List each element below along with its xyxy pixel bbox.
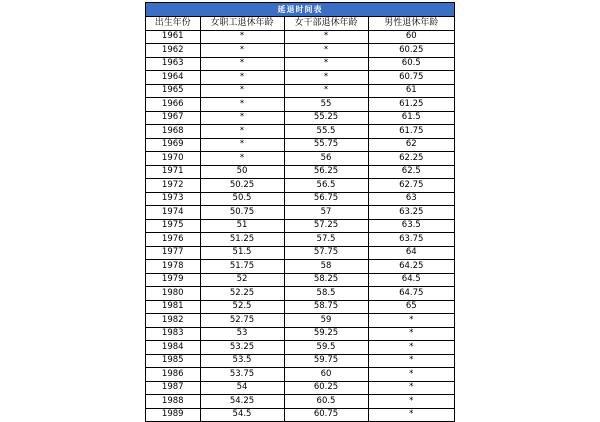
table-row (146, 111, 454, 125)
male-age-cell: * (368, 354, 454, 368)
female-worker-age-cell: 51 (200, 219, 284, 233)
table-row (146, 381, 454, 395)
female-worker-age-cell: * (200, 152, 284, 166)
female-cadre-age-cell: 56 (284, 152, 368, 166)
female-worker-age-cell: 50 (200, 165, 284, 179)
birth-year-cell: 1982 (146, 314, 200, 328)
table-row (146, 300, 454, 314)
table-row (146, 260, 454, 274)
birth-year-cell: 1962 (146, 44, 200, 58)
table-row (146, 71, 454, 85)
table-row (146, 165, 454, 179)
male-age-cell: 63 (368, 192, 454, 206)
female-cadre-age-cell: 59.25 (284, 327, 368, 341)
birth-year-cell: 1972 (146, 179, 200, 193)
female-cadre-age-cell: * (284, 57, 368, 71)
table-row (146, 233, 454, 247)
birth-year-cell: 1983 (146, 327, 200, 341)
female-cadre-age-cell: 56.75 (284, 192, 368, 206)
birth-year-cell: 1979 (146, 273, 200, 287)
male-age-cell: 64 (368, 246, 454, 260)
female-cadre-age-cell: 60.25 (284, 381, 368, 395)
birth-year-cell: 1989 (146, 408, 200, 421)
birth-year-cell: 1965 (146, 84, 200, 98)
table-row (146, 408, 454, 421)
female-cadre-age-cell: 58.5 (284, 287, 368, 301)
female-worker-age-cell: * (200, 44, 284, 58)
male-age-cell: 64.75 (368, 287, 454, 301)
male-age-cell: 62.5 (368, 165, 454, 179)
male-age-cell: 61.25 (368, 98, 454, 112)
female-worker-age-cell: 50.25 (200, 179, 284, 193)
header-birth-year: 出生年份 (146, 17, 200, 30)
birth-year-cell: 1970 (146, 152, 200, 166)
birth-year-cell: 1975 (146, 219, 200, 233)
female-worker-age-cell: 53 (200, 327, 284, 341)
male-age-cell: 60.25 (368, 44, 454, 58)
table-row (146, 246, 454, 260)
birth-year-cell: 1968 (146, 125, 200, 139)
male-age-cell: 62.75 (368, 179, 454, 193)
female-worker-age-cell: 53.25 (200, 341, 284, 355)
female-cadre-age-cell: 55.5 (284, 125, 368, 139)
male-age-cell: 64.5 (368, 273, 454, 287)
birth-year-cell: 1988 (146, 395, 200, 409)
female-cadre-age-cell: 57.25 (284, 219, 368, 233)
female-worker-age-cell: 50.5 (200, 192, 284, 206)
table-row (146, 98, 454, 112)
birth-year-cell: 1981 (146, 300, 200, 314)
female-cadre-age-cell: 58 (284, 260, 368, 274)
birth-year-cell: 1978 (146, 260, 200, 274)
table-row (146, 44, 454, 58)
female-worker-age-cell: 52 (200, 273, 284, 287)
female-worker-age-cell: 52.5 (200, 300, 284, 314)
birth-year-cell: 1976 (146, 233, 200, 247)
male-age-cell: 63.75 (368, 233, 454, 247)
birth-year-cell: 1966 (146, 98, 200, 112)
female-worker-age-cell: * (200, 71, 284, 85)
female-worker-age-cell: 53.5 (200, 354, 284, 368)
male-age-cell: * (368, 408, 454, 421)
table-row (146, 395, 454, 409)
male-age-cell: 63.5 (368, 219, 454, 233)
table-body (146, 30, 454, 421)
female-cadre-age-cell: * (284, 44, 368, 58)
table-row (146, 327, 454, 341)
birth-year-cell: 1969 (146, 138, 200, 152)
header-female-worker-age: 女职工退休年龄 (200, 17, 284, 30)
male-age-cell: 60.75 (368, 71, 454, 85)
female-cadre-age-cell: 57.75 (284, 246, 368, 260)
table-row (146, 84, 454, 98)
table-row (146, 314, 454, 328)
table-row (146, 30, 454, 44)
male-age-cell: 62 (368, 138, 454, 152)
table-row (146, 152, 454, 166)
retirement-age-table (146, 17, 454, 421)
table-row (146, 138, 454, 152)
male-age-cell: 62.25 (368, 152, 454, 166)
table-row (146, 287, 454, 301)
table-row (146, 219, 454, 233)
table-row (146, 354, 454, 368)
birth-year-cell: 1973 (146, 192, 200, 206)
female-cadre-age-cell: 60 (284, 368, 368, 382)
female-worker-age-cell: * (200, 125, 284, 139)
male-age-cell: * (368, 314, 454, 328)
female-worker-age-cell: 53.75 (200, 368, 284, 382)
retirement-table-sheet (145, 2, 455, 422)
female-worker-age-cell: * (200, 138, 284, 152)
male-age-cell: 60 (368, 30, 454, 44)
birth-year-cell: 1961 (146, 30, 200, 44)
header-row (146, 17, 454, 30)
male-age-cell: 60.5 (368, 57, 454, 71)
female-cadre-age-cell: 59 (284, 314, 368, 328)
table-row (146, 206, 454, 220)
table-row (146, 192, 454, 206)
table-row (146, 341, 454, 355)
birth-year-cell: 1964 (146, 71, 200, 85)
table-row (146, 57, 454, 71)
female-cadre-age-cell: 56.5 (284, 179, 368, 193)
female-worker-age-cell: 51.25 (200, 233, 284, 247)
male-age-cell: 61 (368, 84, 454, 98)
female-cadre-age-cell: 59.75 (284, 354, 368, 368)
female-cadre-age-cell: 58.75 (284, 300, 368, 314)
female-cadre-age-cell: * (284, 30, 368, 44)
female-cadre-age-cell: 57.5 (284, 233, 368, 247)
male-age-cell: * (368, 341, 454, 355)
birth-year-cell: 1974 (146, 206, 200, 220)
male-age-cell: * (368, 327, 454, 341)
female-worker-age-cell: 51.5 (200, 246, 284, 260)
female-worker-age-cell: 52.75 (200, 314, 284, 328)
female-worker-age-cell: 52.25 (200, 287, 284, 301)
female-cadre-age-cell: 60.75 (284, 408, 368, 421)
female-worker-age-cell: 54.25 (200, 395, 284, 409)
table-row (146, 125, 454, 139)
male-age-cell: 61.5 (368, 111, 454, 125)
female-worker-age-cell: * (200, 30, 284, 44)
female-cadre-age-cell: 57 (284, 206, 368, 220)
birth-year-cell: 1963 (146, 57, 200, 71)
birth-year-cell: 1980 (146, 287, 200, 301)
birth-year-cell: 1984 (146, 341, 200, 355)
table-row (146, 179, 454, 193)
male-age-cell: 61.75 (368, 125, 454, 139)
female-cadre-age-cell: 60.5 (284, 395, 368, 409)
birth-year-cell: 1977 (146, 246, 200, 260)
male-age-cell: 64.25 (368, 260, 454, 274)
birth-year-cell: 1985 (146, 354, 200, 368)
male-age-cell: 63.25 (368, 206, 454, 220)
female-cadre-age-cell: 55.25 (284, 111, 368, 125)
female-cadre-age-cell: 55 (284, 98, 368, 112)
female-cadre-age-cell: * (284, 71, 368, 85)
female-worker-age-cell: 54 (200, 381, 284, 395)
table-title: 延退时间表 (146, 3, 454, 17)
table-row (146, 368, 454, 382)
female-worker-age-cell: * (200, 111, 284, 125)
female-worker-age-cell: 54.5 (200, 408, 284, 421)
male-age-cell: * (368, 368, 454, 382)
male-age-cell: * (368, 395, 454, 409)
female-cadre-age-cell: 58.25 (284, 273, 368, 287)
female-worker-age-cell: * (200, 98, 284, 112)
birth-year-cell: 1967 (146, 111, 200, 125)
female-cadre-age-cell: 55.75 (284, 138, 368, 152)
birth-year-cell: 1971 (146, 165, 200, 179)
female-cadre-age-cell: 56.25 (284, 165, 368, 179)
header-male-age: 男性退休年龄 (368, 17, 454, 30)
female-worker-age-cell: 51.75 (200, 260, 284, 274)
female-worker-age-cell: * (200, 84, 284, 98)
birth-year-cell: 1987 (146, 381, 200, 395)
table-row (146, 273, 454, 287)
male-age-cell: * (368, 381, 454, 395)
male-age-cell: 65 (368, 300, 454, 314)
female-cadre-age-cell: * (284, 84, 368, 98)
female-worker-age-cell: 50.75 (200, 206, 284, 220)
female-cadre-age-cell: 59.5 (284, 341, 368, 355)
header-female-cadre-age: 女干部退休年龄 (284, 17, 368, 30)
birth-year-cell: 1986 (146, 368, 200, 382)
female-worker-age-cell: * (200, 57, 284, 71)
